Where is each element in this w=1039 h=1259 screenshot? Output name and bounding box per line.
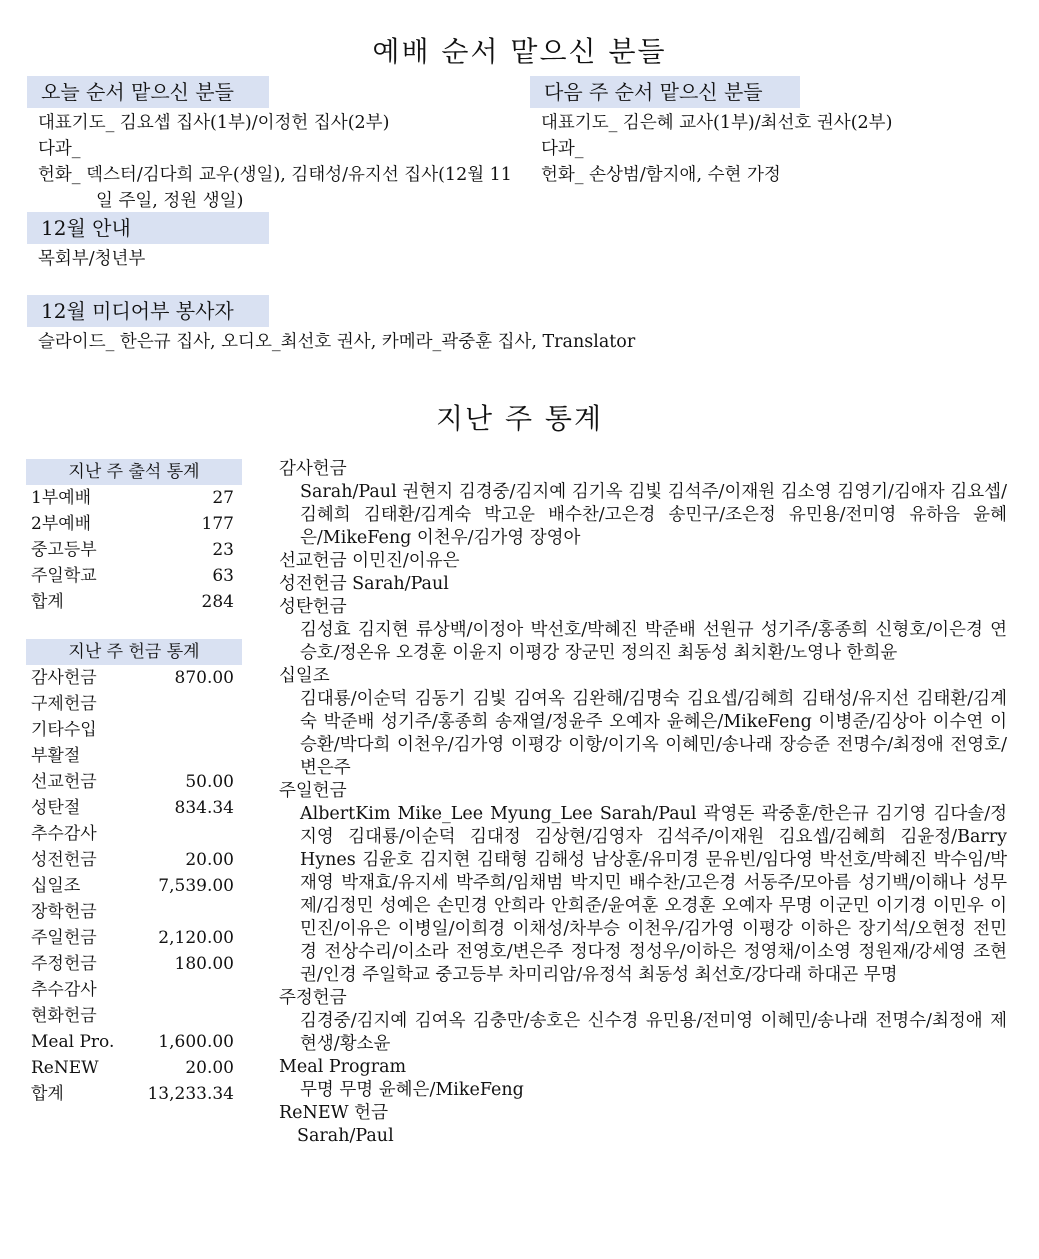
table-row	[31, 925, 242, 951]
row-label: 추수감사	[31, 980, 97, 1000]
row-label: 주일학교	[31, 566, 97, 586]
table-row	[31, 1081, 242, 1107]
tithe-label: 십일조	[279, 666, 330, 686]
row-value: 63	[212, 566, 234, 586]
table-row	[31, 743, 242, 769]
table-row	[31, 665, 242, 691]
december-heading: 12월 안내	[27, 212, 269, 244]
row-value: 870.00	[174, 668, 234, 688]
table-row	[31, 821, 242, 847]
table-row	[31, 1029, 242, 1055]
media-heading: 12월 미디어부 봉사자	[27, 295, 269, 327]
row-value: 13,233.34	[147, 1084, 234, 1104]
meal-names: 무명 무명 윤혜은/MikeFeng	[300, 1080, 524, 1100]
today-flower: 헌화_ 덱스터/김다희 교우(생일), 김태성/유지선 집사(12월 11일 주일, 정원 생일)	[38, 165, 512, 211]
row-value: 180.00	[174, 954, 234, 974]
page-title: 예배 순서 맡으신 분들	[372, 35, 667, 68]
table-row	[31, 563, 242, 589]
donor-list	[279, 458, 1007, 1148]
next-tea: 다과_	[541, 139, 584, 159]
row-label: ReNEW	[31, 1058, 99, 1078]
table-row	[31, 717, 242, 743]
sunday-label: 주일헌금	[279, 781, 347, 801]
row-value: 834.34	[174, 798, 234, 818]
row-label: 십일조	[31, 876, 81, 896]
row-label: 현화헌금	[31, 1006, 97, 1026]
sunday-names: AlbertKim Mike_Lee Myung_Lee Sarah/Paul 곽영돈 곽중훈/한은규 김기영 김다솔/정지영 김대룡/이순덕 김대정 김상현/김영자 김석주/이재원 김요셉/김혜희 김윤정/Barry Hynes 김윤호 김지현 김태형 김해성 남상훈/유미경 문유빈/임다영 박선호/박혜진 박수임/박재영 박재효/유지세 박주희/임채범 박지민 배수찬/고은경 서동주/모아름 성기백/이해나 성무제/김정민 성예은 손민경 안희라 안희준/윤여훈 오경훈 오예자 무명 이군민 이기경 이민우 이민진/이유은 이병일/이희경 이채성/차부승 이천우/김가영 이평강 이하은 장기석/오현정 전민경 전상수리/이소라 전영호/변은주 정다정 정성우/이하은 정영채/이소영 정원재/강세영 조현권/인경 주일학교 중고등부 차미리암/유정석 최동성 최선호/강다래 하대곤 무명	[300, 804, 1007, 985]
row-value: 7,539.00	[158, 876, 234, 896]
stats-title: 지난 주 통계	[435, 402, 604, 435]
row-value	[234, 717, 242, 743]
renew-label: ReNEW 헌금	[279, 1103, 388, 1123]
row-value	[234, 977, 242, 1003]
row-label: 1부예배	[31, 488, 92, 508]
row-value	[234, 691, 242, 717]
row-label: 구제헌금	[31, 694, 97, 714]
table-row	[31, 485, 242, 511]
row-value: 23	[212, 540, 234, 560]
row-label: 주일헌금	[31, 928, 97, 948]
row-label: 기타수입	[31, 720, 97, 740]
today-heading: 오늘 순서 맡으신 분들	[27, 76, 269, 108]
row-label: 2부예배	[31, 514, 92, 534]
table-row	[31, 899, 242, 925]
renew-names: Sarah/Paul	[297, 1126, 394, 1146]
table-row	[31, 847, 242, 873]
weekly-label: 주정헌금	[279, 988, 347, 1008]
thanks-names: Sarah/Paul 권현지 김경중/김지예 김기옥 김빛 김석주/이재원 김소영 김영기/김애자 김요셉/김혜희 김태환/김계숙 박고운 배수찬/고은경 송민구/조은정 유민용/전미영 유하음 윤혜은/MikeFeng 이천우/김가영 장영아	[300, 482, 1007, 548]
row-value	[234, 899, 242, 925]
offering-heading: 지난 주 헌금 통계	[26, 639, 242, 665]
row-value: 27	[212, 488, 234, 508]
media-text: 슬라이드_ 한은규 집사, 오디오_최선호 권사, 카메라_곽중훈 집사, Translator	[38, 332, 636, 352]
mission-line: 선교헌금 이민진/이유은	[279, 551, 460, 571]
next-prayer: 대표기도_ 김은혜 교사(1부)/최선호 권사(2부)	[541, 113, 893, 133]
row-label: 감사헌금	[31, 668, 97, 688]
row-value	[234, 1003, 242, 1029]
row-label: Meal Pro.	[31, 1032, 115, 1052]
building-line: 성전헌금 Sarah/Paul	[279, 574, 449, 594]
row-value: 177	[201, 514, 234, 534]
december-section	[27, 212, 269, 272]
table-row	[31, 537, 242, 563]
table-row	[31, 873, 242, 899]
media-section	[27, 295, 635, 355]
row-value	[234, 743, 242, 769]
row-value: 2,120.00	[158, 928, 234, 948]
row-label: 추수감사	[31, 824, 97, 844]
tithe-names: 김대룡/이순덕 김동기 김빛 김여옥 김완해/김명숙 김요셉/김혜희 김태성/유지선 김태환/김계숙 박준배 성기주/홍종희 송재열/정윤주 오예자 윤혜은/MikeFeng 이병준/김상아 이수연 이승환/박다희 이천우/김가영 이평강 이항/이기옥 이혜민/송나래 장승준 전명수/최정애 전영호/변은주	[300, 689, 1007, 778]
attendance-heading: 지난 주 출석 통계	[26, 459, 242, 485]
row-value: 1,600.00	[158, 1032, 234, 1052]
table-row	[31, 589, 242, 615]
today-section	[27, 76, 517, 214]
row-value: 20.00	[185, 850, 234, 870]
table-row	[31, 769, 242, 795]
table-row	[31, 1003, 242, 1029]
meal-label: Meal Program	[279, 1057, 407, 1077]
table-row	[31, 1055, 242, 1081]
thanks-label: 감사헌금	[279, 459, 347, 479]
row-value	[234, 821, 242, 847]
christmas-label: 성탄헌금	[279, 597, 347, 617]
december-text: 목회부/청년부	[38, 249, 146, 269]
table-row	[31, 977, 242, 1003]
row-value: 20.00	[185, 1058, 234, 1078]
row-label: 부활절	[31, 746, 81, 766]
next-section	[530, 76, 1020, 188]
row-label: 선교헌금	[31, 772, 97, 792]
row-label: 중고등부	[31, 540, 97, 560]
row-value: 50.00	[185, 772, 234, 792]
table-row	[31, 795, 242, 821]
attendance-table	[26, 459, 242, 615]
table-row	[31, 951, 242, 977]
table-row	[31, 691, 242, 717]
row-label: 주정헌금	[31, 954, 97, 974]
today-tea: 다과_	[38, 139, 81, 159]
next-heading: 다음 주 순서 맡으신 분들	[530, 76, 800, 108]
row-label: 성탄절	[31, 798, 81, 818]
offering-table	[26, 639, 242, 1107]
row-label: 합계	[31, 592, 64, 612]
row-label: 장학헌금	[31, 902, 97, 922]
row-value: 284	[201, 592, 234, 612]
row-label: 합계	[31, 1084, 64, 1104]
row-label: 성전헌금	[31, 850, 97, 870]
next-flower: 헌화_ 손상범/함지애, 수현 가정	[541, 165, 781, 185]
christmas-names: 김성효 김지현 류상백/이정아 박선호/박혜진 박준배 선원규 성기주/홍종희 신형호/이은경 연승호/정온유 오경훈 이윤지 이평강 장군민 정의진 최동성 최치환/노영나 한희윤	[300, 620, 1007, 663]
table-row	[31, 511, 242, 537]
weekly-names: 김경중/김지예 김여옥 김충만/송호은 신수경 유민용/전미영 이혜민/송나래 전명수/최정애 제현생/황소윤	[300, 1011, 1007, 1054]
today-prayer: 대표기도_ 김요셉 집사(1부)/이정헌 집사(2부)	[38, 113, 390, 133]
